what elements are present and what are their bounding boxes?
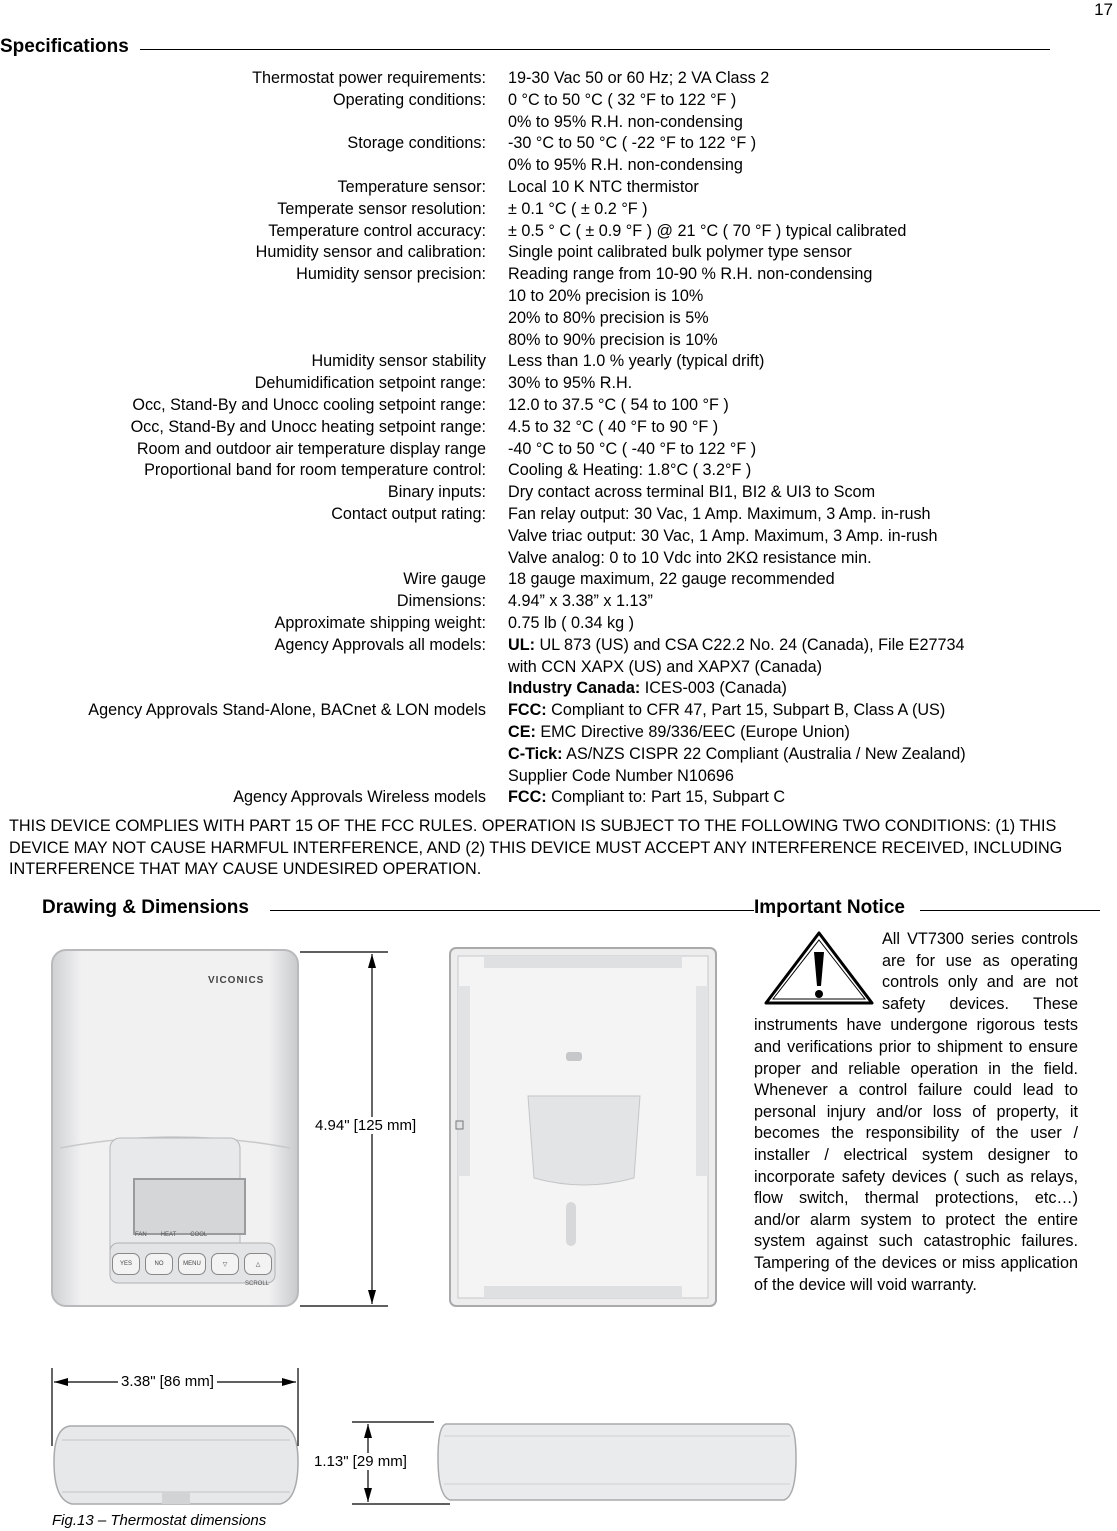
spec-label: [0, 657, 486, 679]
section-rule: [920, 910, 1100, 911]
spec-label: [0, 678, 486, 700]
spec-value: 10 to 20% precision is 10%: [508, 286, 704, 305]
figure-caption: Fig.13 – Thermostat dimensions: [52, 1512, 267, 1529]
spec-value-bold: FCC:: [508, 701, 547, 720]
spec-value: Local 10 K NTC thermistor: [508, 177, 699, 196]
spec-value: 30% to 95% R.H.: [508, 374, 633, 393]
notice-heading: Important Notice: [754, 897, 911, 919]
spec-value-bold: FCC:: [508, 788, 547, 807]
spec-value: ± 0.1 °C ( ± 0.2 °F ): [508, 199, 648, 218]
spec-label: Occ, Stand-By and Unocc cooling setpoint range:: [132, 395, 486, 414]
spec-row: [0, 351, 1060, 373]
spec-label: Humidity sensor precision:: [296, 265, 486, 284]
drawing-heading: Drawing & Dimensions: [42, 897, 255, 919]
thermostat-bottom-view: [52, 1422, 300, 1508]
spec-label: [0, 308, 486, 330]
spec-value: 19-30 Vac 50 or 60 Hz; 2 VA Class 2: [508, 69, 770, 87]
spec-value: [508, 787, 785, 809]
spec-value: Less than 1.0 % yearly (typical drift): [508, 352, 765, 371]
spec-row: [0, 504, 1060, 526]
spec-row: [0, 591, 1060, 613]
spec-label: Temperate sensor resolution:: [277, 199, 486, 218]
scroll-label: SCROLL: [245, 1281, 270, 1287]
spec-row: [0, 722, 1060, 744]
spec-row: [0, 90, 1060, 112]
depth-dimension-label: 1.13" [29 mm]: [311, 1453, 410, 1470]
spec-row: [0, 177, 1060, 199]
spec-value-bold: Industry Canada:: [508, 679, 641, 698]
spec-label: [0, 526, 486, 548]
spec-row: [0, 613, 1060, 635]
spec-label: Storage conditions:: [347, 134, 486, 153]
spec-label: [0, 744, 486, 766]
spec-value: 80% to 90% precision is 10%: [508, 330, 718, 349]
spec-row: [0, 787, 1060, 809]
page-number: 17: [1094, 0, 1113, 19]
spec-label: Temperature sensor:: [337, 177, 486, 196]
spec-row: [0, 373, 1060, 395]
spec-label: [0, 286, 486, 308]
spec-row: [0, 264, 1060, 286]
spec-row: [0, 155, 1060, 177]
spec-label: [0, 155, 486, 177]
spec-label: Operating conditions:: [333, 90, 486, 109]
brand-logo: VICONICS: [208, 975, 265, 986]
spec-value: 0 °C to 50 °C ( 32 °F to 122 °F ): [508, 90, 737, 109]
spec-value: Dry contact across terminal BI1, BI2 & UI3 to Scom: [508, 483, 876, 502]
spec-label: Humidity sensor stability: [311, 352, 486, 371]
spec-value: 12.0 to 37.5 °C ( 54 to 100 °F ): [508, 395, 729, 414]
device-button: NO: [145, 1253, 173, 1275]
section-rule: [270, 910, 760, 911]
spec-value: with CCN XAPX (US) and XAPX7 (Canada): [508, 657, 822, 676]
spec-value: [508, 700, 945, 722]
spec-value-bold: CE:: [508, 722, 536, 741]
spec-value: Supplier Code Number N10696: [508, 766, 734, 785]
indicator-labels: [135, 1232, 207, 1238]
spec-value: Reading range from 10-90 % R.H. non-condensing: [508, 265, 873, 284]
spec-label: Thermostat power requirements:: [252, 69, 486, 87]
spec-row: [0, 482, 1060, 504]
section-rule: [140, 49, 1050, 50]
fcc-statement: THIS DEVICE COMPLIES WITH PART 15 OF THE FCC RULES. OPERATION IS SUBJECT TO THE FOLLOWING TWO CONDITIONS: (1) THIS DEVICE MAY NOT CAUSE HARMFUL INTERFERENCE, AND (2) THIS DEVICE MUST ACCEPT ANY INTERFERENCE RECEIVED, INCLUDING INTERFERENCE THAT MAY CAUSE UNDESIRED OPERATION.: [9, 817, 1063, 879]
spec-value: ± 0.5 ° C ( ± 0.9 °F ) @ 21 °C ( 70 °F ) typical calibrated: [508, 221, 907, 240]
thermostat-back-view: [448, 946, 718, 1308]
indicator-label: COOL: [190, 1232, 208, 1238]
spec-value: [508, 678, 787, 700]
spec-label: Humidity sensor and calibration:: [255, 243, 486, 262]
spec-row: [0, 133, 1060, 155]
spec-row: [0, 112, 1060, 134]
notice-body: [754, 929, 1078, 1296]
specifications-table: [0, 68, 1060, 809]
spec-value-text: UL 873 (US) and CSA C22.2 No. 24 (Canada), File E27734: [534, 635, 965, 654]
spec-row: [0, 700, 1060, 722]
specifications-heading: Specifications: [0, 36, 135, 58]
spec-value: 4.94” x 3.38” x 1.13”: [508, 592, 653, 611]
spec-value: -40 °C to 50 °C ( -40 °F to 122 °F ): [508, 439, 757, 458]
spec-label: Wire gauge: [403, 570, 486, 589]
spec-label: Proportional band for room temperature control:: [144, 461, 486, 480]
spec-row: [0, 330, 1060, 352]
spec-label: Approximate shipping weight:: [274, 613, 486, 632]
width-dimension-label: 3.38" [86 mm]: [118, 1373, 217, 1390]
spec-row: [0, 657, 1060, 679]
device-buttons: [112, 1253, 272, 1275]
spec-label: Binary inputs:: [387, 483, 486, 502]
thermostat-side-view: [436, 1420, 798, 1502]
spec-value: Fan relay output: 30 Vac, 1 Amp. Maximum, 3 Amp. in-rush: [508, 504, 931, 523]
spec-label: [0, 722, 486, 744]
spec-value: 0.75 lb ( 0.34 kg ): [508, 613, 634, 632]
spec-value: Cooling & Heating: 1.8°C ( 3.2°F ): [508, 461, 752, 480]
spec-row: [0, 308, 1060, 330]
device-button: MENU: [178, 1253, 206, 1275]
spec-row: [0, 569, 1060, 591]
indicator-label: FAN: [135, 1232, 147, 1238]
spec-value-text: Compliant to CFR 47, Part 15, Subpart B, Class A (US): [546, 701, 946, 720]
spec-value: 0% to 95% R.H. non-condensing: [508, 156, 743, 175]
spec-value-text: EMC Directive 89/336/EEC (Europe Union): [535, 722, 850, 741]
spec-value: 18 gauge maximum, 22 gauge recommended: [508, 570, 835, 589]
spec-row: [0, 439, 1060, 461]
notice-text: All VT7300 series controls are for use as operating controls only and are not safety devices. These instruments have undergone rigorous tests and verifications prior to shipment to ensure proper and reliable operation in the field. Whenever a control failure could lead to personal injury and/or loss of property, it becomes the responsibility of the user / installer / electrical system designer to incorporate safety devices ( such as relays, flow switch, thermal protections, etc…) and/or alarm system to protect the entire system against such catastrophic failures. Tampering of the devices or miss application of the device will void warranty.: [754, 930, 1078, 1294]
spec-value-text: ICES-003 (Canada): [640, 679, 787, 698]
spec-label: Dehumidification setpoint range:: [254, 374, 486, 393]
spec-label: Dimensions:: [396, 592, 486, 611]
spec-label: Occ, Stand-By and Unocc heating setpoint range:: [130, 417, 486, 436]
spec-row: [0, 242, 1060, 264]
spec-value: [508, 744, 966, 766]
spec-label: Agency Approvals Stand-Alone, BACnet & LON models: [88, 701, 486, 720]
spec-row: [0, 417, 1060, 439]
device-button: YES: [112, 1253, 140, 1275]
spec-value: 20% to 80% precision is 5%: [508, 308, 709, 327]
spec-row: [0, 221, 1060, 243]
spec-row: [0, 526, 1060, 548]
spec-row: [0, 744, 1060, 766]
device-button: ▽: [211, 1253, 239, 1275]
spec-row: [0, 678, 1060, 700]
spec-row: [0, 548, 1060, 570]
device-button: △: [244, 1253, 272, 1275]
spec-value-bold: C-Tick:: [508, 744, 563, 763]
height-dimension-label: 4.94" [125 mm]: [312, 1117, 419, 1134]
spec-row: [0, 286, 1060, 308]
spec-value: 0% to 95% R.H. non-condensing: [508, 112, 743, 131]
spec-value-text: AS/NZS CISPR 22 Compliant (Australia / New Zealand): [562, 744, 966, 763]
spec-row: [0, 68, 1060, 90]
spec-value: Valve analog: 0 to 10 Vdc into 2KΩ resistance min.: [508, 548, 872, 567]
spec-label: [0, 766, 486, 788]
spec-value: [508, 635, 964, 657]
spec-label: Room and outdoor air temperature display range: [136, 439, 486, 458]
indicator-label: HEAT: [160, 1232, 177, 1238]
spec-label: [0, 330, 486, 352]
spec-label: Contact output rating:: [331, 504, 486, 523]
spec-value: [508, 722, 850, 744]
spec-value: -30 °C to 50 °C ( -22 °F to 122 °F ): [508, 134, 757, 153]
spec-label: Temperature control accuracy:: [268, 221, 486, 240]
spec-value-bold: UL:: [508, 635, 535, 654]
spec-label: [0, 112, 486, 134]
spec-value: Valve triac output: 30 Vac, 1 Amp. Maximum, 3 Amp. in-rush: [508, 526, 938, 545]
spec-value: 4.5 to 32 °C ( 40 °F to 90 °F ): [508, 417, 719, 436]
spec-label: Agency Approvals all models:: [274, 635, 486, 654]
spec-label: Agency Approvals Wireless models: [233, 788, 486, 807]
spec-row: [0, 460, 1060, 482]
spec-value-text: Compliant to: Part 15, Subpart C: [546, 788, 786, 807]
spec-row: [0, 766, 1060, 788]
spec-row: [0, 199, 1060, 221]
spec-label: [0, 548, 486, 570]
spec-row: [0, 395, 1060, 417]
spec-value: Single point calibrated bulk polymer type sensor: [508, 243, 852, 262]
spec-row: [0, 635, 1060, 657]
